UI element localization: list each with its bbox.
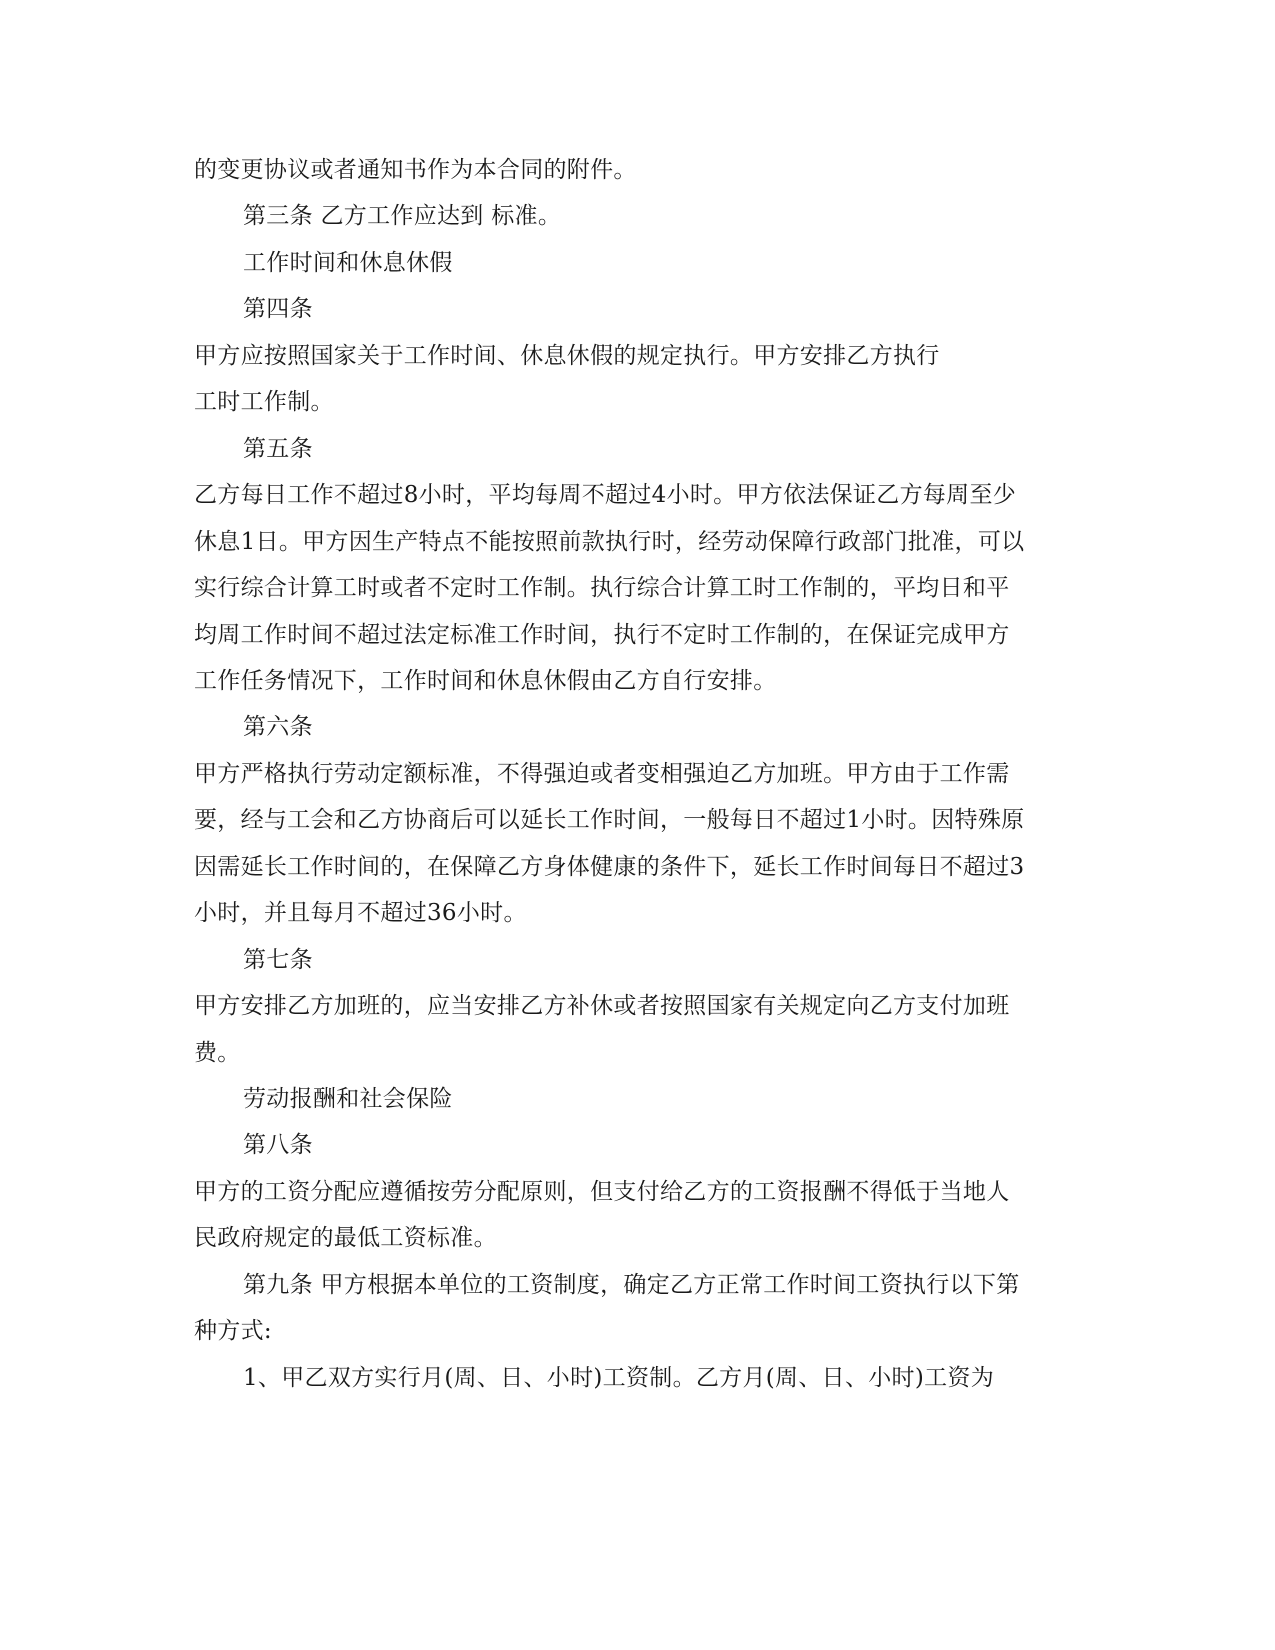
section-heading-remuneration: 劳动报酬和社会保险 xyxy=(243,1086,453,1112)
text-line: 要，经与工会和乙方协商后可以延长工作时间，一般每日不超过1小时。因特殊原 xyxy=(194,807,1025,833)
text-line: 民政府规定的最低工资标准。 xyxy=(194,1225,497,1251)
section-heading-work-time: 工作时间和休息休假 xyxy=(243,250,453,276)
text-line: 工作任务情况下，工作时间和休息休假由乙方自行安排。 xyxy=(194,668,777,694)
text-line: 均周工作时间不超过法定标准工作时间，执行不定时工作制的，在保证完成甲方 xyxy=(194,622,1010,648)
article-6-heading: 第六条 xyxy=(243,714,313,740)
list-item-1: 1、甲乙双方实行月(周、日、小时)工资制。乙方月(周、日、小时)工资为 xyxy=(243,1365,995,1391)
text-line: 的变更协议或者通知书作为本合同的附件。 xyxy=(194,157,637,183)
article-4-heading: 第四条 xyxy=(243,296,313,322)
text-line: 种方式: xyxy=(194,1318,272,1344)
text-line: 因需延长工作时间的，在保障乙方身体健康的条件下，延长工作时间每日不超过3 xyxy=(194,854,1025,880)
text-line: 甲方严格执行劳动定额标准，不得强迫或者变相强迫乙方加班。甲方由于工作需 xyxy=(194,761,1010,787)
text-line: 休息1日。甲方因生产特点不能按照前款执行时，经劳动保障行政部门批准，可以 xyxy=(194,529,1025,555)
article-8-heading: 第八条 xyxy=(243,1132,313,1158)
article-7-heading: 第七条 xyxy=(243,947,313,973)
text-line: 费。 xyxy=(194,1040,241,1066)
text-line: 小时，并且每月不超过36小时。 xyxy=(194,900,527,926)
text-line: 实行综合计算工时或者不定时工作制。执行综合计算工时工作制的，平均日和平 xyxy=(194,575,1010,601)
article-3-line: 第三条 乙方工作应达到 标准。 xyxy=(243,203,562,229)
text-line: 工时工作制。 xyxy=(194,389,334,415)
article-5-heading: 第五条 xyxy=(243,436,313,462)
text-line: 甲方的工资分配应遵循按劳分配原则，但支付给乙方的工资报酬不得低于当地人 xyxy=(194,1179,1010,1205)
text-line: 乙方每日工作不超过8小时，平均每周不超过4小时。甲方依法保证乙方每周至少 xyxy=(194,482,1017,508)
text-line: 甲方安排乙方加班的，应当安排乙方补休或者按照国家有关规定向乙方支付加班 xyxy=(194,993,1010,1019)
text-line: 甲方应按照国家关于工作时间、休息休假的规定执行。甲方安排乙方执行 xyxy=(194,343,940,369)
article-9-line: 第九条 甲方根据本单位的工资制度，确定乙方正常工作时间工资执行以下第 xyxy=(243,1272,1020,1298)
